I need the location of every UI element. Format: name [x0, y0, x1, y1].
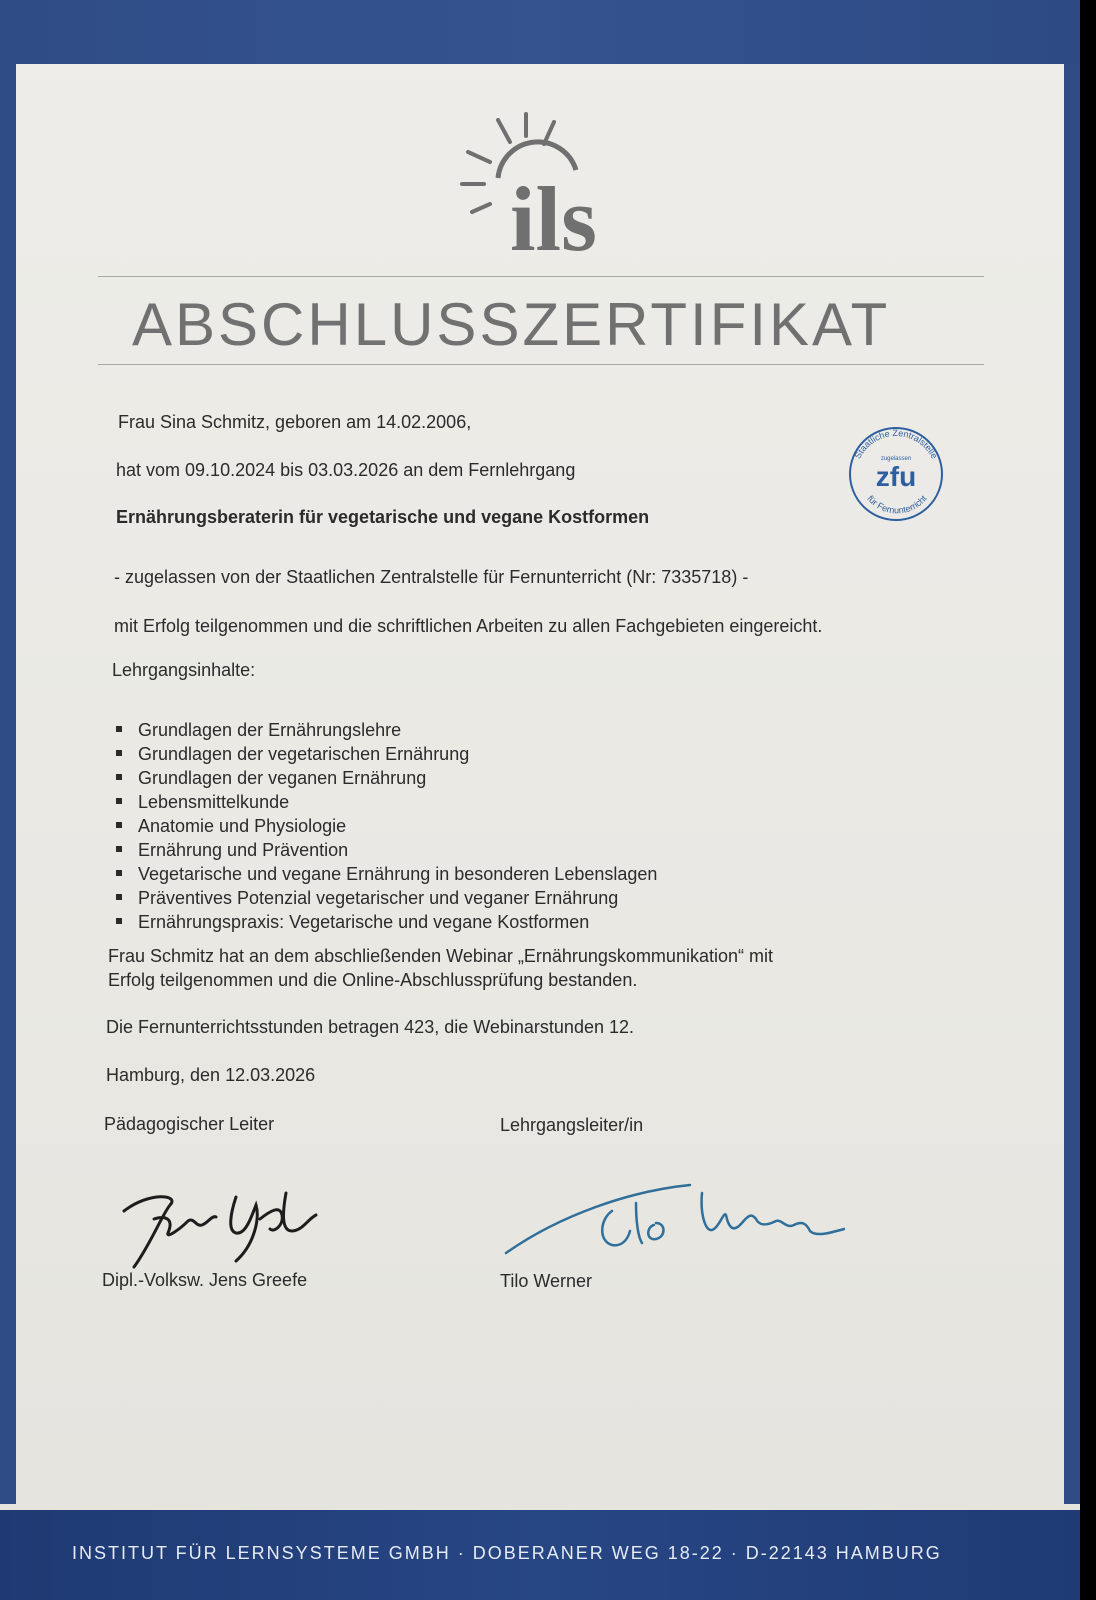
list-item: Anatomie und Physiologie — [112, 816, 657, 840]
footer-address: INSTITUT FÜR LERNSYSTEME GMBH · DOBERANER WEG 18-22 · D-22143 HAMBURG — [72, 1543, 942, 1563]
course-title: Ernährungsberaterin für vegetarische und vegane Kostformen — [116, 507, 650, 527]
webinar-line-2: Erfolg teilgenommen und die Online-Abschlussprüfung bestanden. — [108, 970, 638, 990]
right-signature — [500, 1175, 870, 1265]
list-item: Vegetarische und vegane Ernährung in besonderen Lebenslagen — [112, 864, 657, 888]
left-signatory-name: Dipl.-Volksw. Jens Greefe — [102, 1270, 308, 1290]
list-item: Präventives Potenzial vegetarischer und veganer Ernährung — [112, 888, 657, 912]
left-signatory-role: Pädagogischer Leiter — [104, 1114, 275, 1134]
approval-line: - zugelassen von der Staatlichen Zentralstelle für Fernunterricht (Nr: 7335718) - — [114, 567, 749, 587]
title-rule-top — [98, 276, 984, 277]
seal-main-text: zfu — [875, 461, 917, 492]
list-item: Ernährung und Prävention — [112, 840, 657, 864]
right-blue-band — [1064, 64, 1080, 1504]
list-item: Lebensmittelkunde — [112, 792, 657, 816]
seal-arc-top: Staatliche Zentralstelle — [852, 427, 940, 461]
recipient-line: Frau Sina Schmitz, geboren am 14.02.2006, — [118, 412, 472, 432]
place-date: Hamburg, den 12.03.2026 — [106, 1065, 316, 1085]
top-blue-band — [0, 0, 1080, 64]
list-item: Grundlagen der Ernährungslehre — [112, 720, 657, 744]
svg-text:für Fernunterricht — [865, 493, 929, 515]
ils-logo — [458, 108, 638, 268]
hours-line: Die Fernunterrichtsstunden betragen 423, die Webinarstunden 12. — [106, 1017, 635, 1037]
list-item: Grundlagen der veganen Ernährung — [112, 768, 657, 792]
right-signatory-role: Lehrgangsleiter/in — [500, 1115, 644, 1135]
right-signatory-name: Tilo Werner — [500, 1271, 593, 1291]
list-item: Ernährungspraxis: Vegetarische und vegane Kostformen — [112, 912, 657, 936]
list-item: Grundlagen der vegetarischen Ernährung — [112, 744, 657, 768]
page-title: ABSCHLUSSZERTIFIKAT — [132, 291, 891, 358]
title-rule-bottom — [98, 364, 984, 365]
period-line: hat vom 09.10.2024 bis 03.03.2026 an dem Fernlehrgang — [116, 460, 576, 480]
course-contents-list — [112, 720, 657, 936]
seal-arc-bottom: für Fernunterricht — [865, 493, 929, 516]
seal-small-text: zugelassen — [880, 456, 912, 462]
left-blue-band — [0, 64, 16, 1504]
logo-wordmark: ils — [510, 168, 597, 268]
webinar-line-1: Frau Schmitz hat an dem abschließenden Webinar „Ernährungskommunikation“ mit — [108, 946, 773, 966]
success-line: mit Erfolg teilgenommen und die schriftlichen Arbeiten zu allen Fachgebieten eingereicht. — [114, 616, 823, 636]
contents-label: Lehrgangsinhalte: — [112, 660, 256, 680]
left-signature — [110, 1175, 350, 1285]
zfu-seal — [842, 424, 950, 524]
